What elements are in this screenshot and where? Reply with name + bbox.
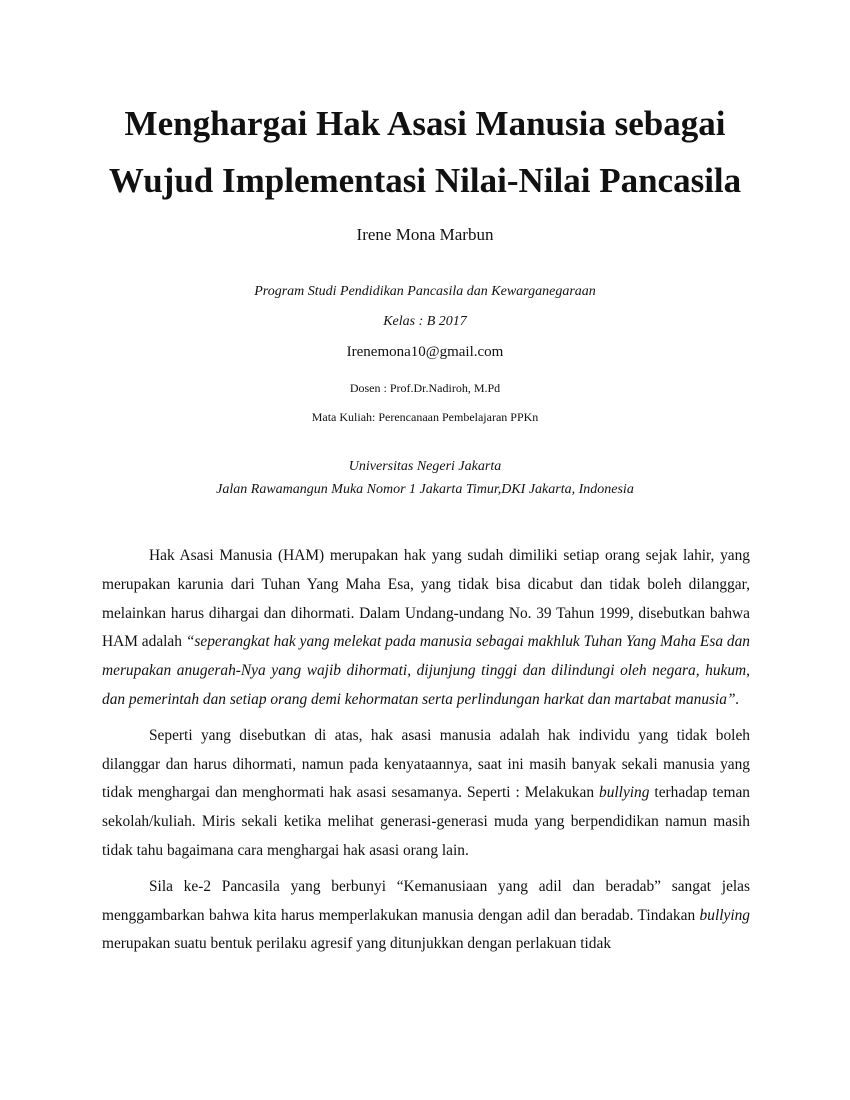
paragraph-2 (102, 722, 750, 866)
author-email: Irenemona10@gmail.com (346, 344, 504, 360)
paper-title-line-1: Menghargai Hak Asasi Manusia sebagai (124, 104, 726, 143)
law-quote: “seperangkat hak yang melekat pada manusia sebagai makhluk Tuhan Yang Maha Esa dan merupakan anugerah-Nya yang wajib dihormati, dijunjung tinggi dan dilindungi oleh negara, hukum, dan pemerintah dan setiap orang demi kehormatan serta perlindungan harkat dan martabat manusia”. (102, 633, 750, 708)
paper-title-line-2: Wujud Implementasi Nilai-Nilai Pancasila (108, 161, 742, 200)
study-program: Program Studi Pendidikan Pancasila dan Kewarganegaraan (254, 284, 596, 299)
author-name: Irene Mona Marbun (356, 225, 494, 244)
paragraph-2-text-a: Seperti yang disebutkan di atas, hak asasi manusia adalah hak individu yang tidak boleh dilanggar dan harus dihormati, namun pada kenyataannya, saat ini masih banyak sekali manusia yang tidak menghargai dan menghormati hak asasi sesamanya. Seperti : Melakukan (102, 726, 750, 802)
paragraph-3-text-b: merupakan suatu bentuk perilaku agresif yang ditunjukkan dengan perlakuan tidak (102, 935, 612, 953)
paragraph-1-text: Hak Asasi Manusia (HAM) merupakan hak yang sudah dimiliki setiap orang sejak lahir, yang merupakan karunia dari Tuhan Yang Maha Esa, yang tidak bisa dicabut dan tidak boleh dilanggar, melainkan harus dihargai dan dihormati. Dalam Undang-undang No. 39 Tahun 1999, disebutkan bahwa HAM adalah (102, 547, 750, 651)
class-info: Kelas : B 2017 (383, 314, 467, 329)
lecturer-info: Dosen : Prof.Dr.Nadiroh, M.Pd (349, 381, 501, 395)
paragraph-3 (102, 873, 750, 959)
paragraph-3-text-a: Sila ke-2 Pancasila yang berbunyi “Kemanusiaan yang adil dan beradab” sangat jelas menggambarkan bahwa kita harus memperlakukan manusia dengan adil dan beradab. Tindakan (102, 877, 750, 924)
course-info: Mata Kuliah: Perencanaan Pembelajaran PPKn (311, 410, 539, 424)
paragraph-2-text-b: terhadap teman sekolah/kuliah. Miris sekali ketika melihat generasi-generasi muda yang berpendidikan namun masih tidak tahu bagaimana cara menghargai hak asasi orang lain. (102, 784, 750, 859)
paragraph-1 (102, 542, 750, 715)
body-text (102, 542, 750, 966)
paragraph-3-emphasis: bullying (699, 906, 750, 924)
university-name: Universitas Negeri Jakarta (348, 459, 502, 474)
university-address: Jalan Rawamangun Muka Nomor 1 Jakarta Timur,DKI Jakarta, Indonesia (216, 482, 634, 497)
paragraph-2-emphasis: bullying (599, 784, 650, 802)
